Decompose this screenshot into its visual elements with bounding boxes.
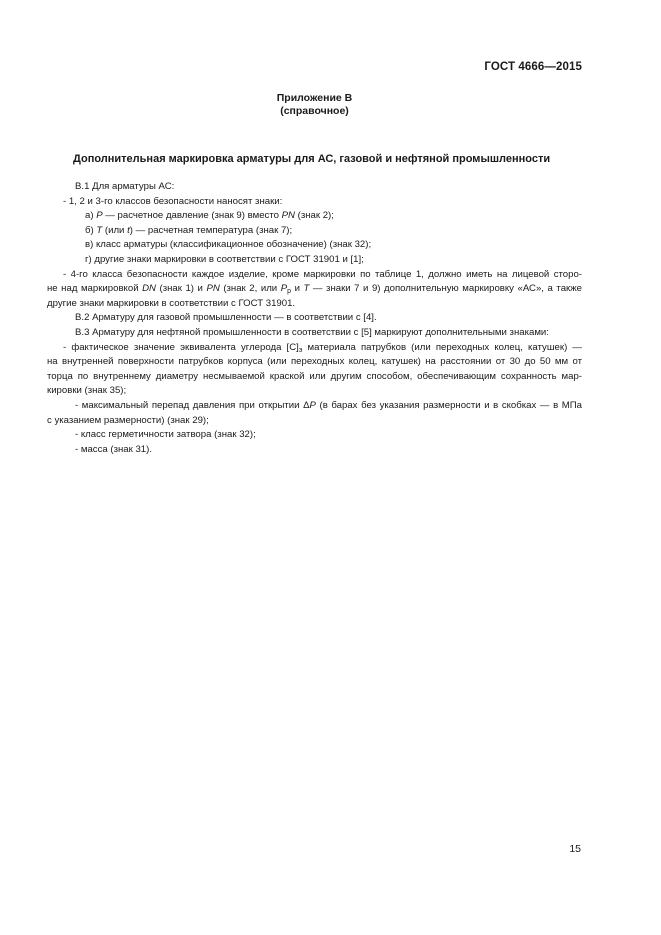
paragraph-b2: В.2 Арматуру для газовой промышленности — в соответствии с [4]. <box>75 312 377 324</box>
paragraph-b1: В.1 Для арматуры АС: <box>75 181 175 192</box>
section-title: Дополнительная маркировка арматуры для АС, газовой и нефтяной промышленности <box>73 153 551 165</box>
standard-header: ГОСТ 4666—2015 <box>484 61 582 73</box>
list-item: - класс герметичности затвора (знак 32); <box>75 429 256 441</box>
text-line: торца по внутреннему диаметру несмываемой краской или другим способом, обеспечивающим сохранность мар- <box>47 370 582 382</box>
text-line: кировки (знак 35); <box>47 385 127 397</box>
paragraph-b3: В.3 Арматуру для нефтяной промышленности в соответствии с [5] маркируют дополнительными знаками: <box>75 327 549 338</box>
text-line: с указанием размерности) (знак 29); <box>47 414 209 426</box>
text-line: другие знаки маркировки в соответствии с ГОСТ 31901. <box>47 297 296 309</box>
list-item: - фактическое значение эквивалента углерода $[С]_э$ материала патрубков (или переходных колец, катушек) — <box>63 341 582 354</box>
appendix-subtitle: (справочное) <box>280 105 349 117</box>
list-item: - 1, 2 и 3-го классов безопасности наносят знаки: <box>63 195 283 207</box>
list-item: - 4-го класса безопасности каждое изделие, кроме маркировки по таблице 1, должно иметь на лицевой сторо- <box>63 268 582 280</box>
list-item: б) T (или t) — расчетная температура (знак 7); <box>85 224 293 236</box>
list-item: а) P — расчетное давление (знак 9) вместо PN (знак 2); <box>85 210 334 222</box>
text-line: не над маркировкой DN (знак 1) и PN (знак 2, или $P_р$ и T — знаки 7 и 9) дополнительную маркировку «АС», а также <box>47 283 582 296</box>
list-item: г) другие знаки маркировки в соответствии с ГОСТ 31901 и [1]; <box>85 254 364 265</box>
list-item: - максимальный перепад давления при открытии ΔP (в барах без указания размерности и в скобках — в МПа <box>75 400 582 411</box>
page-number: 15 <box>569 843 581 855</box>
list-item: в) класс арматуры (классификационное обозначение) (знак 32); <box>85 239 372 251</box>
text-line: на внутренней поверхности патрубков корпуса (или переходных колец, катушек) на расстоянии от 30 до 50 мм от <box>47 356 582 368</box>
appendix-title: Приложение В <box>276 92 353 104</box>
list-item: - масса (знак 31). <box>75 443 153 455</box>
